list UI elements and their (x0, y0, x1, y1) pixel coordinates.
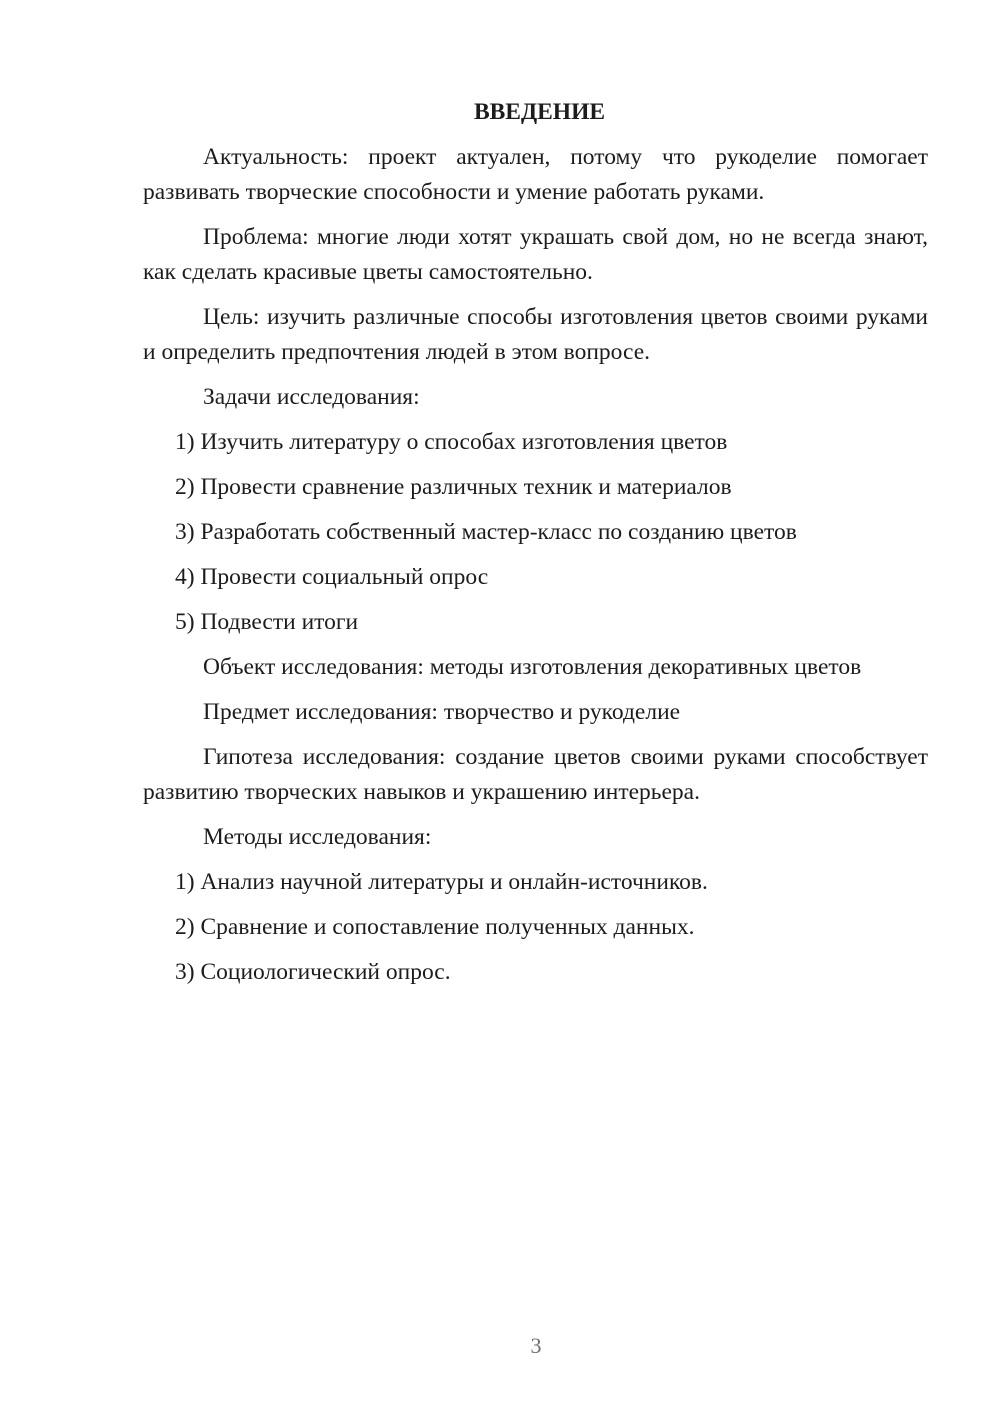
list-item: 4) Провести социальный опрос (175, 564, 489, 590)
section-title: ВВЕДЕНИЕ (473, 99, 606, 125)
list-item: 1) Анализ научной литературы и онлайн-источников. (175, 869, 708, 895)
tasks-list (143, 425, 928, 640)
page-number: 3 (530, 1333, 542, 1358)
hypothesis-paragraph: Гипотеза исследования: создание цветов своими руками способствует развитию творческих навыков и украшению интерьера. (143, 744, 928, 805)
list-item: 3) Разработать собственный мастер-класс по созданию цветов (175, 519, 797, 545)
object-paragraph: Объект исследования: методы изготовления декоративных цветов (203, 654, 862, 680)
methods-list (143, 865, 928, 990)
subject-paragraph: Предмет исследования: творчество и рукоделие (203, 699, 681, 725)
goal-paragraph: Цель: изучить различные способы изготовления цветов своими руками и определить предпочтения людей в этом вопросе. (143, 304, 928, 365)
list-item: 1) Изучить литературу о способах изготовления цветов (175, 429, 728, 455)
page-content (143, 95, 928, 1000)
list-item: 5) Подвести итоги (175, 609, 359, 635)
relevance-paragraph: Актуальность: проект актуален, потому что рукоделие помогает развивать творческие способности и умение работать руками. (143, 144, 928, 205)
tasks-heading: Задачи исследования: (203, 384, 420, 410)
problem-paragraph: Проблема: многие люди хотят украшать свой дом, но не всегда знают, как сделать красивые цветы самостоятельно. (143, 224, 928, 285)
methods-heading: Методы исследования: (203, 824, 432, 850)
list-item: 2) Сравнение и сопоставление полученных данных. (175, 914, 695, 940)
list-item: 2) Провести сравнение различных техник и материалов (175, 474, 732, 500)
list-item: 3) Социологический опрос. (175, 959, 451, 985)
